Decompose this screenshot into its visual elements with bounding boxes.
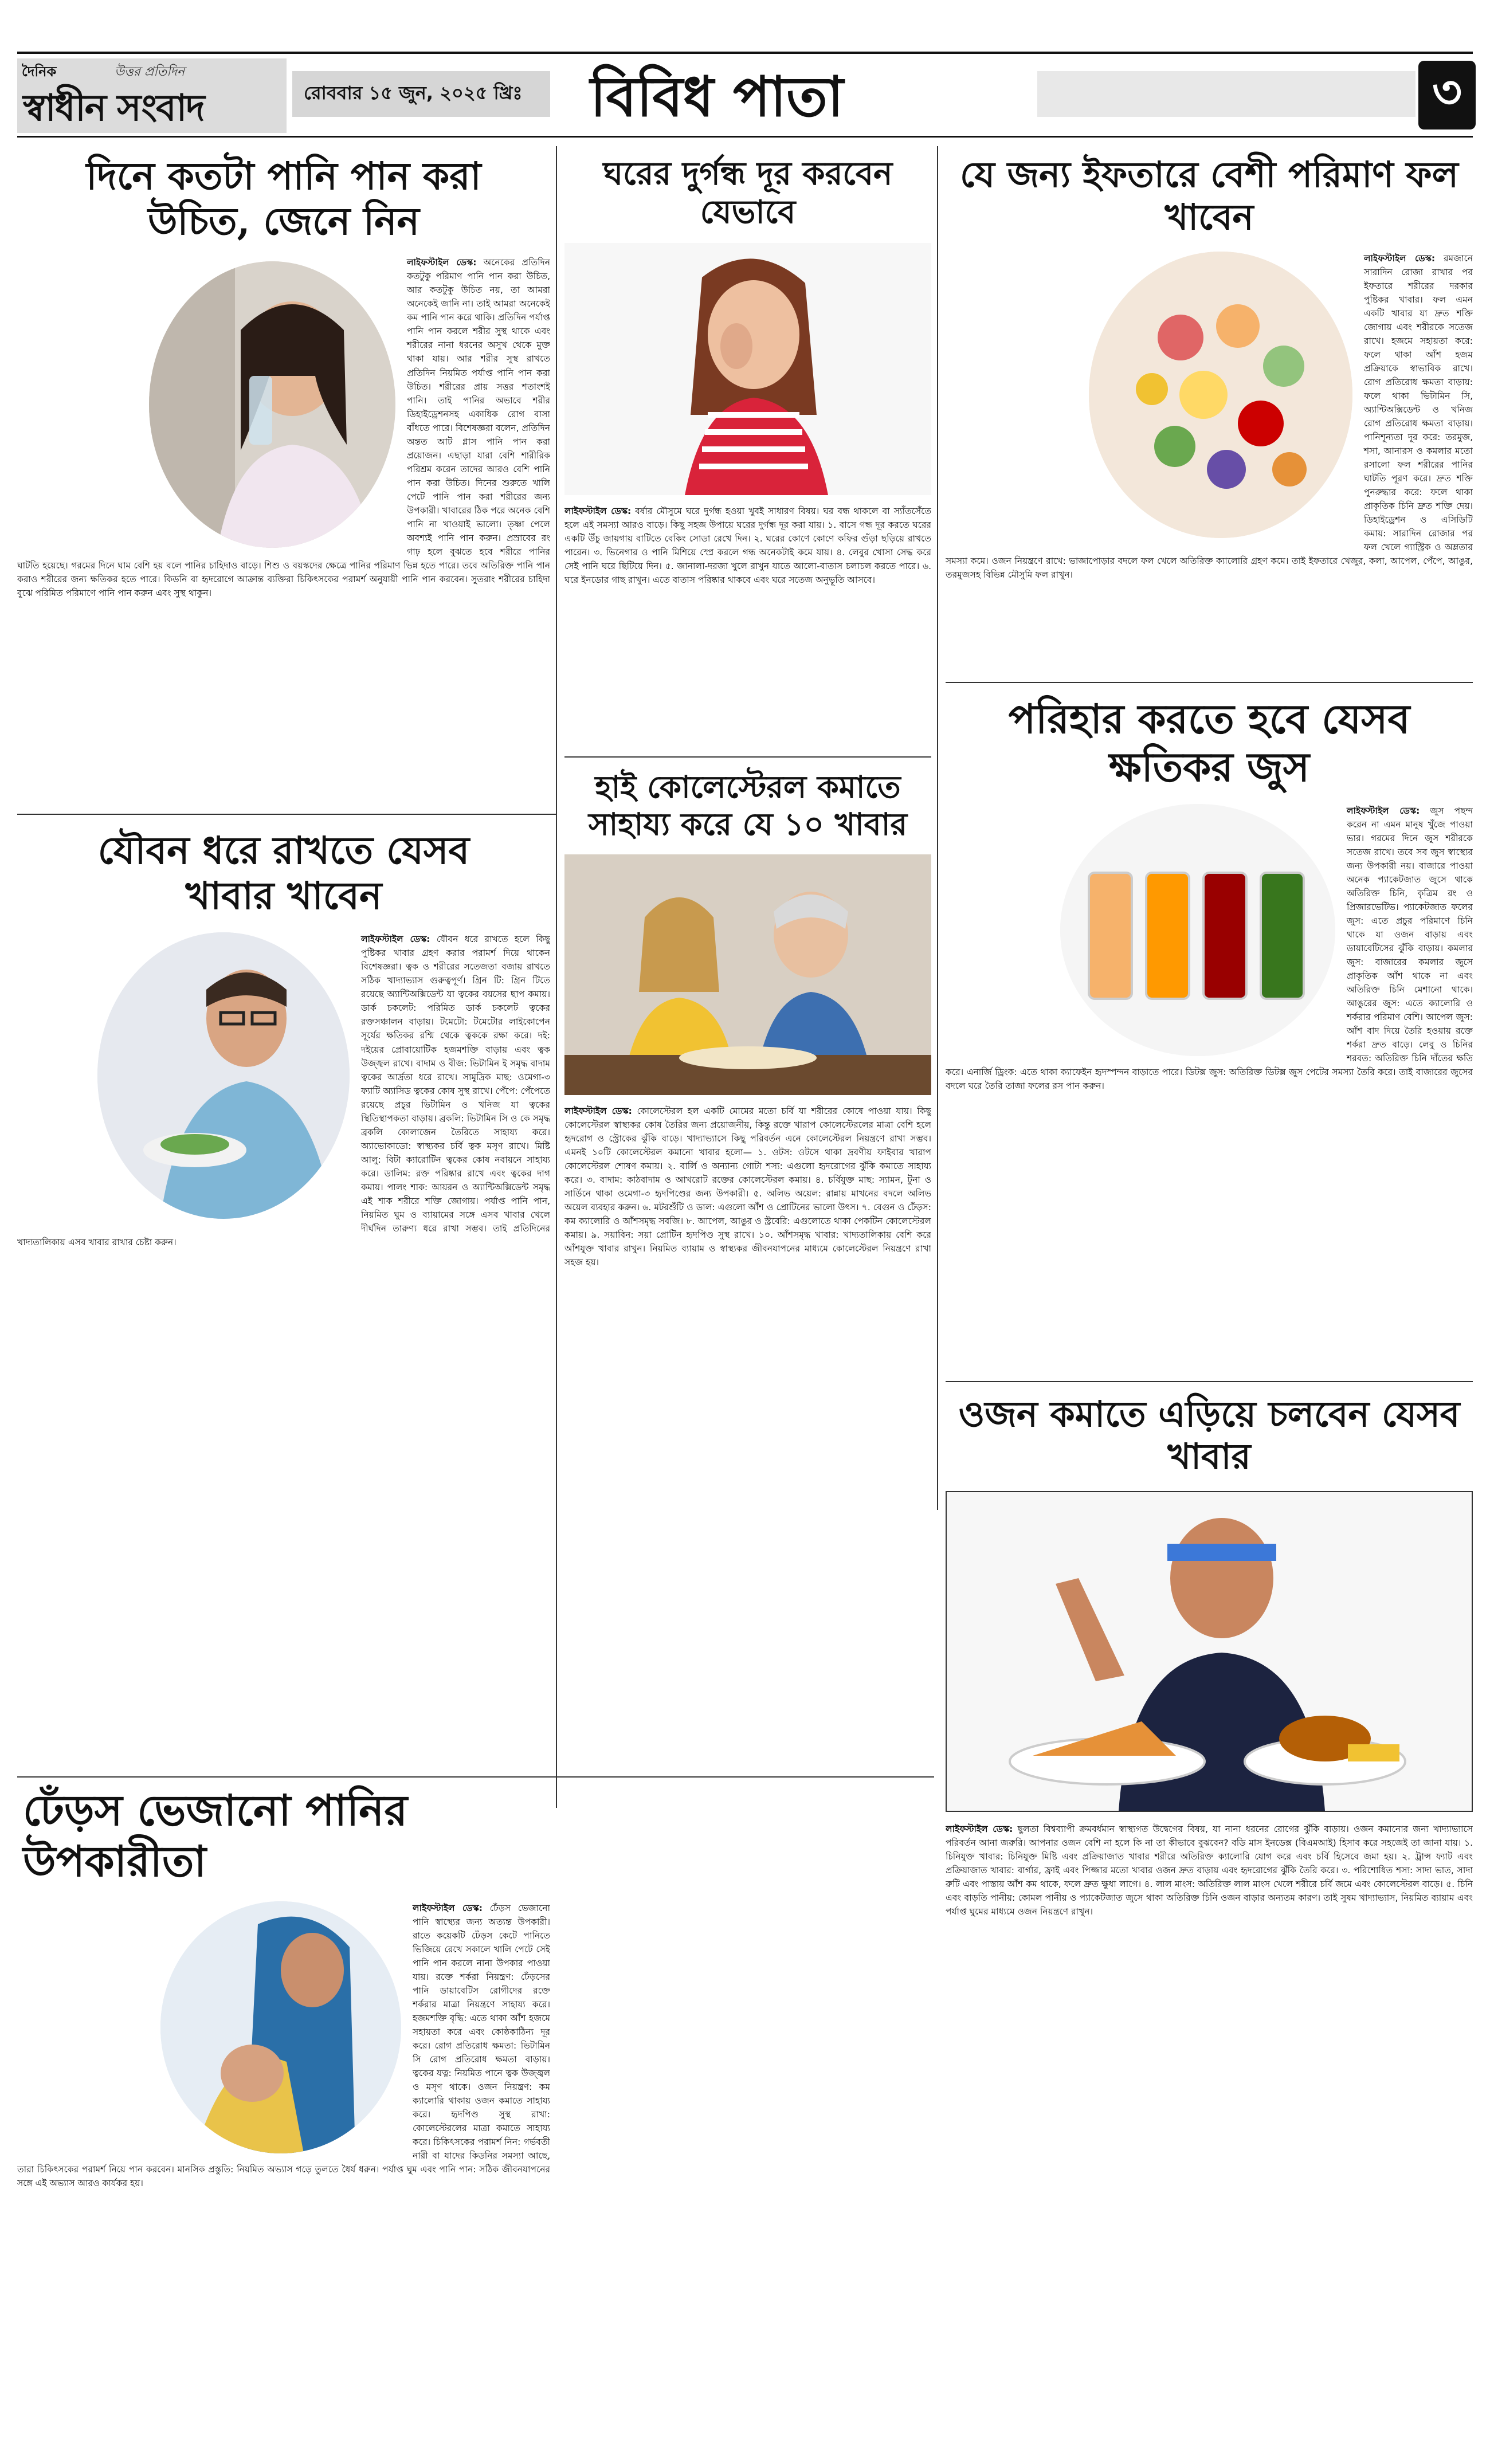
column-divider [556,146,557,1808]
row-divider [17,814,556,815]
issue-date: রোববার ১৫ জুন, ২০২৫ খ্রিঃ [292,71,550,117]
masthead-tagline: উত্তর প্রতিদিন [115,65,185,79]
article-youth [17,822,550,1771]
article-lead: লাইফস্টাইল ডেস্ক: [407,257,477,268]
article-headline: যৌবন ধরে রাখতে যেসব খাবার খাবেন [97,828,470,919]
photo-illustration [160,1901,401,2153]
row-divider [946,682,1473,683]
article-lead: লাইফস্টাইল ডেস্ক: [564,1105,632,1116]
article-cholesterol [564,765,931,2444]
article-lead: লাইফস্টাইল ডেস্ক: [946,1823,1013,1834]
woman-holding-nose-photo [564,243,931,495]
article-smell [564,149,931,751]
article-text: কোলেস্টেরল হল একটি মোমের মতো চর্বি যা শরীরের কোষে পাওয়া যায়। কিছু কোলেস্টেরল স্বাস্থ্যকর কোষ তৈরির জন্য প্রয়োজনীয়, কিন্তু রক্তে খারাপ কোলেস্টেরলের মাত্রা বেশি হলে হৃদরোগ ও স্ট্রোকের ঝুঁকি বাড়ে। খাদ্যাভ্যাসে কিছু পরিবর্তন এনে কোলেস্টেরল নিয়ন্ত্রণে রাখা সম্ভব। এমনই ১০টি কোলেস্টেরল কমানো খাবার হলো— ১. ওটস: ওটসে থাকা দ্রবণীয় ফাইবার খারাপ কোলেস্টেরল শোষণ কমায়। ২. বার্লি ও অন্যান্য গোটা শস্য: এগুলো হৃদরোগের ঝুঁকি কমাতে সাহায্য করে। ৩. বাদাম: কাঠবাদাম ও আখরোট রক্তের কোলেস্টেরল কমায়। ৪. চর্বিযুক্ত মাছ: স্যামন, টুনা ও সার্ডিনে থাকা ওমেগা-৩ হৃদপিণ্ডের জন্য উপকারী। ৫. অলিভ অয়েল: রান্নায় মাখনের বদলে অলিভ অয়েল ব্যবহার করুন। ৬. মটরশুঁটি ও ডাল: এগুলো আঁশ ও প্রোটিনের ভালো উৎস। ৭. বেগুন ও ঢেঁড়স: কম ক্যালোরি ও আঁশসমৃদ্ধ সবজি। ৮. আপেল, আঙুর ও স্ট্রবেরি: এগুলোতে থাকা পেকটিন কোলেস্টেরল কমায়। ৯. সয়াবিন: সয়া প্রোটিন হৃদপিণ্ড সুস্থ রাখে। ১০. আঁশসমৃদ্ধ খাবার: খাদ্যতালিকায় বেশি করে আঁশযুক্ত খাবার রাখুন। নিয়মিত ব্যায়াম ও স্বাস্থ্যকর জীবনযাপনের মাধ্যমে কোলেস্টেরল নিয়ন্ত্রণে রাখা সহজ হয়। [564,1105,931,1268]
article-headline: ঘরের দুর্গন্ধ দূর করবেন যেভাবে [603,155,893,232]
article-lead: লাইফস্টাইল ডেস্ক: [1364,253,1436,264]
family-eating-photo [564,854,931,1095]
newspaper-page [17,52,1473,2447]
section-title: বিবিধ পাতা [590,64,844,129]
article-headline: দিনে কতটা পানি পান করা উচিত, জেনে নিন [86,154,481,244]
article-headline: পরিহার করতে হবে যেসব ক্ষতিকর জুস [1008,695,1410,791]
article-text: ঢেঁড়স ভেজানো পানি স্বাস্থ্যের জন্য অত্যন্ত উপকারী। রাতে কয়েকটি ঢেঁড়স কেটে পানিতে ভিজিয়ে রেখে সকালে খালি পেটে সেই পানি পান করলে নানা উপকার পাওয়া যায়। রক্তে শর্করা নিয়ন্ত্রণ: ঢেঁড়সের পানি ডায়াবেটিস রোগীদের রক্তে শর্করার মাত্রা নিয়ন্ত্রণে সাহায্য করে। হজমশক্তি বৃদ্ধি: এতে থাকা আঁশ হজমে সহায়তা করে এবং কোষ্ঠকাঠিন্য দূর করে। রোগ প্রতিরোধ ক্ষমতা: ভিটামিন সি রোগ প্রতিরোধ ক্ষমতা বাড়ায়। ত্বকের যত্ন: নিয়মিত পানে ত্বক উজ্জ্বল ও মসৃণ থাকে। ওজন নিয়ন্ত্রণ: কম ক্যালোরি থাকায় ওজন কমাতে সাহায্য করে। হৃদপিণ্ড সুস্থ রাখা: কোলেস্টেরলের মাত্রা কমাতে সাহায্য করে। চিকিৎসকের পরামর্শ নিন: গর্ভবতী নারী বা যাদের কিডনির সমস্যা আছে, তারা চিকিৎসকের পরামর্শ নিয়ে পান করবেন। মানসিক প্রস্তুতি: নিয়মিত অভ্যাস গড়ে তুলতে ধৈর্য ধরুন। পর্যাপ্ত ঘুম এবং পানি পান: সঠিক জীবনযাপনের সঙ্গে এই অভ্যাস আরও কার্যকর হয়। [17,1902,550,2188]
article-lead: লাইফস্টাইল ডেস্ক: [361,934,430,945]
photo-illustration [947,1492,1472,1811]
article-lead: লাইফস্টাইল ডেস্ক: [564,506,632,517]
article-text: ছুলতা বিশ্বব্যাপী ক্রমবর্ধমান স্বাস্থ্যগত উদ্বেগের বিষয়, যা নানা ধরনের রোগের ঝুঁকি বাড়ায়। ওজন কমানোর জন্য খাদ্যাভ্যাসে পরিবর্তন আনা জরুরি। আপনার ওজন বেশি না হলে কি না তা কীভাবে বুঝবেন? বডি মাস ইনডেক্স (বিএমআই) হিসাব করে সহজেই তা জানা যায়। ১. চিনিযুক্ত খাবার: চিনিযুক্ত মিষ্টি এবং প্রক্রিয়াজাত খাবার শরীরে অতিরিক্ত ক্যালোরি যোগ করে এবং চর্বি হিসেবে জমা হয়। ২. ট্রান্স ফ্যাট এবং প্রক্রিয়াজাত খাবার: বার্গার, ফ্রাই এবং পিজ্জার মতো খাবার ওজন দ্রুত বাড়ায় এবং হৃদরোগের ঝুঁকি তৈরি করে। ৩. পরিশোধিত শস্য: সাদা ভাত, সাদা রুটি এবং পাস্তায় আঁশ কম থাকে, ফলে দ্রুত ক্ষুধা লাগে। ৪. লাল মাংস: অতিরিক্ত লাল মাংস খেলে শরীরে চর্বি জমে এবং কোলেস্টেরল বাড়ে। ৫. চিনি এবং বাড়তি পানীয়: কোমল পানীয় ও প্যাকেটজাত জুসে থাকা অতিরিক্ত চিনি ওজন বাড়ার অন্যতম কারণ। তাই সুষম খাদ্যাভ্যাস, নিয়মিত ব্যায়াম এবং পর্যাপ্ত ঘুমের মাধ্যমে ওজন নিয়ন্ত্রণে রাখুন। [946,1823,1473,1917]
man-refusing-fast-food-photo [946,1491,1473,1812]
masthead [17,58,287,133]
page-header [17,52,1473,138]
article-okra [17,1782,550,2447]
article-juice [946,690,1473,1375]
article-headline: ওজন কমাতে এড়িয়ে চলবেন যেসব খাবার [958,1393,1460,1478]
fruit-salad-photo [1089,252,1352,538]
masthead-name: স্বাধীন সংবাদ [23,87,204,130]
article-lead: লাইফস্টাইল ডেস্ক: [413,1902,483,1913]
mother-with-baby-photo [160,1901,401,2153]
article-lead: লাইফস্টাইল ডেস্ক: [1347,806,1420,816]
article-body [946,1822,1473,1918]
row-divider [564,756,931,758]
photo-illustration [564,243,931,495]
article-text: জুস পছন্দ করেন না এমন মানুষ খুঁজে পাওয়া ভার। গরমের দিনে জুস শরীরকে সতেজ রাখে। তবে সব জুস স্বাস্থ্যের জন্য উপকারী নয়। বাজারে পাওয়া অনেক প্যাকেটজাত জুসে থাকে অতিরিক্ত চিনি, কৃত্রিম রং ও প্রিজারভেটিভ। প্যাকেটজাত ফলের জুস: এতে প্রচুর পরিমাণে চিনি থাকে যা ওজন বাড়ায় এবং ডায়াবেটিসের ঝুঁকি বাড়ায়। কমলার জুস: বাজারের কমলার জুসে প্রাকৃতিক আঁশ থাকে না এবং অতিরিক্ত চিনি মেশানো থাকে। আঙুরের জুস: এতে ক্যালোরি ও শর্করার পরিমাণ বেশি। আপেল জুস: আঁশ বাদ দিয়ে তৈরি হওয়ায় রক্তে শর্করা দ্রুত বাড়ে। লেবু ও চিনির শরবত: অতিরিক্ত চিনি দাঁতের ক্ষতি করে। এনার্জি ড্রিংক: এতে থাকা ক্যাফেইন হৃদস্পন্দন বাড়াতে পারে। ডিটক্স জুস: অতিরিক্ত ডিটক্স জুস পেটের সমস্যা তৈরি করে। তাই বাজারের জুসের বদলে ঘরে তৈরি তাজা ফলের রস পান করুন। [946,806,1473,1092]
article-headline: হাই কোলেস্টেরল কমাতে সাহায্য করে যে ১০ খাবার [588,768,908,842]
article-headline: যে জন্য ইফতারে বেশী পরিমাণ ফল খাবেন [960,154,1458,238]
article-iftar [946,149,1473,676]
photo-illustration [97,932,350,1219]
article-text: বর্ষার মৌসুমে ঘরে দুর্গন্ধ হওয়া খুবই সাধারণ বিষয়। ঘর বন্ধ থাকলে বা স্যাঁতসেঁতে হলে এই সমস্যা আরও বাড়ে। কিছু সহজ উপায়ে ঘরের দুর্গন্ধ দূর করা যায়। ১. বাসে গন্ধ দূর করতে ঘরের একটি উঁচু জায়গায় বাটিতে বেকিং সোডা রেখে দিন। ২. ঘরের কোণে কোণে কফির গুঁড়া ছড়িয়ে রাখতে পারেন। ৩. ভিনেগার ও পানি মিশিয়ে স্প্রে করলে গন্ধ অনেকটাই কমে যায়। ৪. লেবুর খোসা সেদ্ধ করে সেই পানি ঘরে ছিটিয়ে দিন। ৫. জানালা-দরজা খুলে রাখুন যাতে আলো-বাতাস চলাচল করতে পারে। ৬. ঘরে ইনডোর গাছ রাখুন। এতে বাতাস পরিষ্কার থাকবে এবং ঘরে সতেজ অনুভূতি আসবে। [564,506,931,586]
photo-illustration [1089,252,1352,538]
juice-glasses-photo [1060,804,1335,1056]
article-body [564,504,931,587]
column-divider [937,146,938,1510]
article-weight [946,1390,1473,2444]
article-text: যৌবন ধরে রাখতে হলে কিছু পুষ্টিকর খাবার গ্রহণ করার পরামর্শ দিয়ে থাকেন বিশেষজ্ঞরা। ত্বক ও শরীরের সতেজতা বজায় রাখতে সঠিক খাদ্যাভ্যাস গুরুত্বপূর্ণ। গ্রিন টি: গ্রিন টিতে রয়েছে অ্যান্টিঅক্সিডেন্ট যা ত্বকের বয়সের ছাপ কমায়। ডার্ক চকলেট: পরিমিত ডার্ক চকলেট ত্বকের রক্তসঞ্চালন বাড়ায়। টমেটো: টমেটোর লাইকোপেন সূর্যের ক্ষতিকর রশ্মি থেকে ত্বককে রক্ষা করে। দই: দইয়ের প্রোবায়োটিক হজমশক্তি বাড়ায় এবং ত্বক উজ্জ্বল রাখে। বাদাম ও বীজ: ভিটামিন ই সমৃদ্ধ বাদাম ত্বকের আর্দ্রতা ধরে রাখে। সামুদ্রিক মাছ: ওমেগা-৩ ফ্যাটি অ্যাসিড ত্বকের কোষ সুস্থ রাখে। পেঁপে: পেঁপেতে রয়েছে প্রচুর ভিটামিন ও খনিজ যা ত্বকের স্থিতিস্থাপকতা বাড়ায়। ব্রকলি: ভিটামিন সি ও কে সমৃদ্ধ ব্রকলি কোলাজেন তৈরিতে সাহায্য করে। অ্যাভোকাডো: স্বাস্থ্যকর চর্বি ত্বক মসৃণ রাখে। মিষ্টি আলু: বিটা ক্যারোটিন ত্বকের কোষ নবায়নে সাহায্য করে। ডালিম: রক্ত পরিষ্কার রাখে এবং ত্বকের দাগ কমায়। পালং শাক: আয়রন ও অ্যান্টিঅক্সিডেন্ট সমৃদ্ধ এই শাক শরীরে শক্তি জোগায়। পর্যাপ্ত পানি পান, নিয়মিত ঘুম ও ব্যায়ামের সঙ্গে এসব খাবার খেলে দীর্ঘদিন তারুণ্য ধরে রাখা সম্ভব। তাই প্রতিদিনের খাদ্যতালিকায় এসব খাবার রাখার চেষ্টা করুন। [17,934,550,1247]
article-water [17,149,550,808]
masthead-daily: দৈনিক [22,64,57,80]
photo-illustration [1060,804,1335,1056]
photo-illustration [564,854,931,1095]
photo-illustration [149,261,395,548]
article-text: অনেকের প্রতিদিন কতটুকু পরিমাণ পানি পান করা উচিত, আর কতটুকু উচিত নয়, তা আমরা অনেকেই জানি না। তাই আমরা অনেকেই কম পানি পান করে থাকি। প্রতিদিন পর্যাপ্ত পানি পান করলে শরীর সুস্থ থাকে এবং শরীরের নানা ধরনের অসুখ থেকে মুক্ত থাকা যায়। আর শরীর সুস্থ রাখতে প্রতিদিন নিয়মিত পর্যাপ্ত পানি পান করা উচিত। শরীরের প্রায় সত্তর শতাংশই পানি। তাই পানির অভাবে শরীর ডিহাইড্রেশনসহ একাধিক রোগ বাসা বাঁধতে পারে। বিশেষজ্ঞরা বলেন, প্রতিদিন অন্তত আট গ্লাস পানি পান করা প্রয়োজন। এছাড়া যারা বেশি শারীরিক পরিশ্রম করেন তাদের আরও বেশি পানি পান করা উচিত। দিনের শুরুতে খালি পেটে পানি পান করা শরীরের জন্য উপকারী। খাবারের ঠিক পরে অনেক বেশি পানি না খাওয়াই ভালো। তৃষ্ণা পেলে অবশ্যই পানি পান করুন। প্রস্রাবের রং গাঢ় হলে বুঝতে হবে শরীরে পানির ঘাটতি হয়েছে। গরমের দিনে ঘাম বেশি হয় বলে পানির চাহিদাও বাড়ে। শিশু ও বয়স্কদের ক্ষেত্রে পানির পরিমাণ ভিন্ন হতে পারে। তবে অতিরিক্ত পানি পান করাও শরীরের জন্য ক্ষতিকর হতে পারে। কিডনি বা হৃদরোগে আক্রান্ত ব্যক্তিরা চিকিৎসকের পরামর্শ অনুযায়ী পানি পান করবেন। সুতরাং শরীরের চাহিদা বুঝে পরিমিত পরিমাণে পানি পান করুন এবং সুস্থ থাকুন। [17,257,550,598]
woman-drinking-water-photo [149,261,395,548]
man-eating-salad-photo [97,932,350,1219]
article-headline: ঢেঁড়স ভেজানো পানির উপকারীতা [23,1786,408,1886]
row-divider [946,1381,1473,1382]
article-text: রমজানে সারাদিন রোজা রাখার পর ইফতারে শরীরের দরকার পুষ্টিকর খাবার। ফল এমন একটি খাবার যা দ্রুত শক্তি জোগায় এবং শরীরকে সতেজ রাখে। হজমে সহায়তা করে: ফলে থাকা আঁশ হজম প্রক্রিয়াকে স্বাভাবিক রাখে। রোগ প্রতিরোধ ক্ষমতা বাড়ায়: ফলে থাকা ভিটামিন সি, অ্যান্টিঅক্সিডেন্ট ও খনিজ রোগ প্রতিরোধ ক্ষমতা বাড়ায়। পানিশূন্যতা দূর করে: তরমুজ, শসা, আনারস ও কমলার মতো রসালো ফল শরীরের পানির ঘাটতি পূরণ করে। দ্রুত শক্তি পুনরুদ্ধার করে: ফলে থাকা প্রাকৃতিক চিনি দ্রুত শক্তি দেয়। ডিহাইড্রেশন ও এসিডিটি কমায়: সারাদিন রোজার পর ফল খেলে গ্যাস্ট্রিক ও অম্লতার সমস্যা কমে। ওজন নিয়ন্ত্রণে রাখে: ভাজাপোড়ার বদলে ফল খেলে অতিরিক্ত ক্যালোরি গ্রহণ কমে। তাই ইফতারে খেজুর, কলা, আপেল, পেঁপে, আঙুর, তরমুজসহ বিভিন্ন মৌসুমি ফল রাখুন। [946,253,1473,580]
page-number-badge: ৩ [1418,61,1476,130]
article-body [564,1104,931,1269]
